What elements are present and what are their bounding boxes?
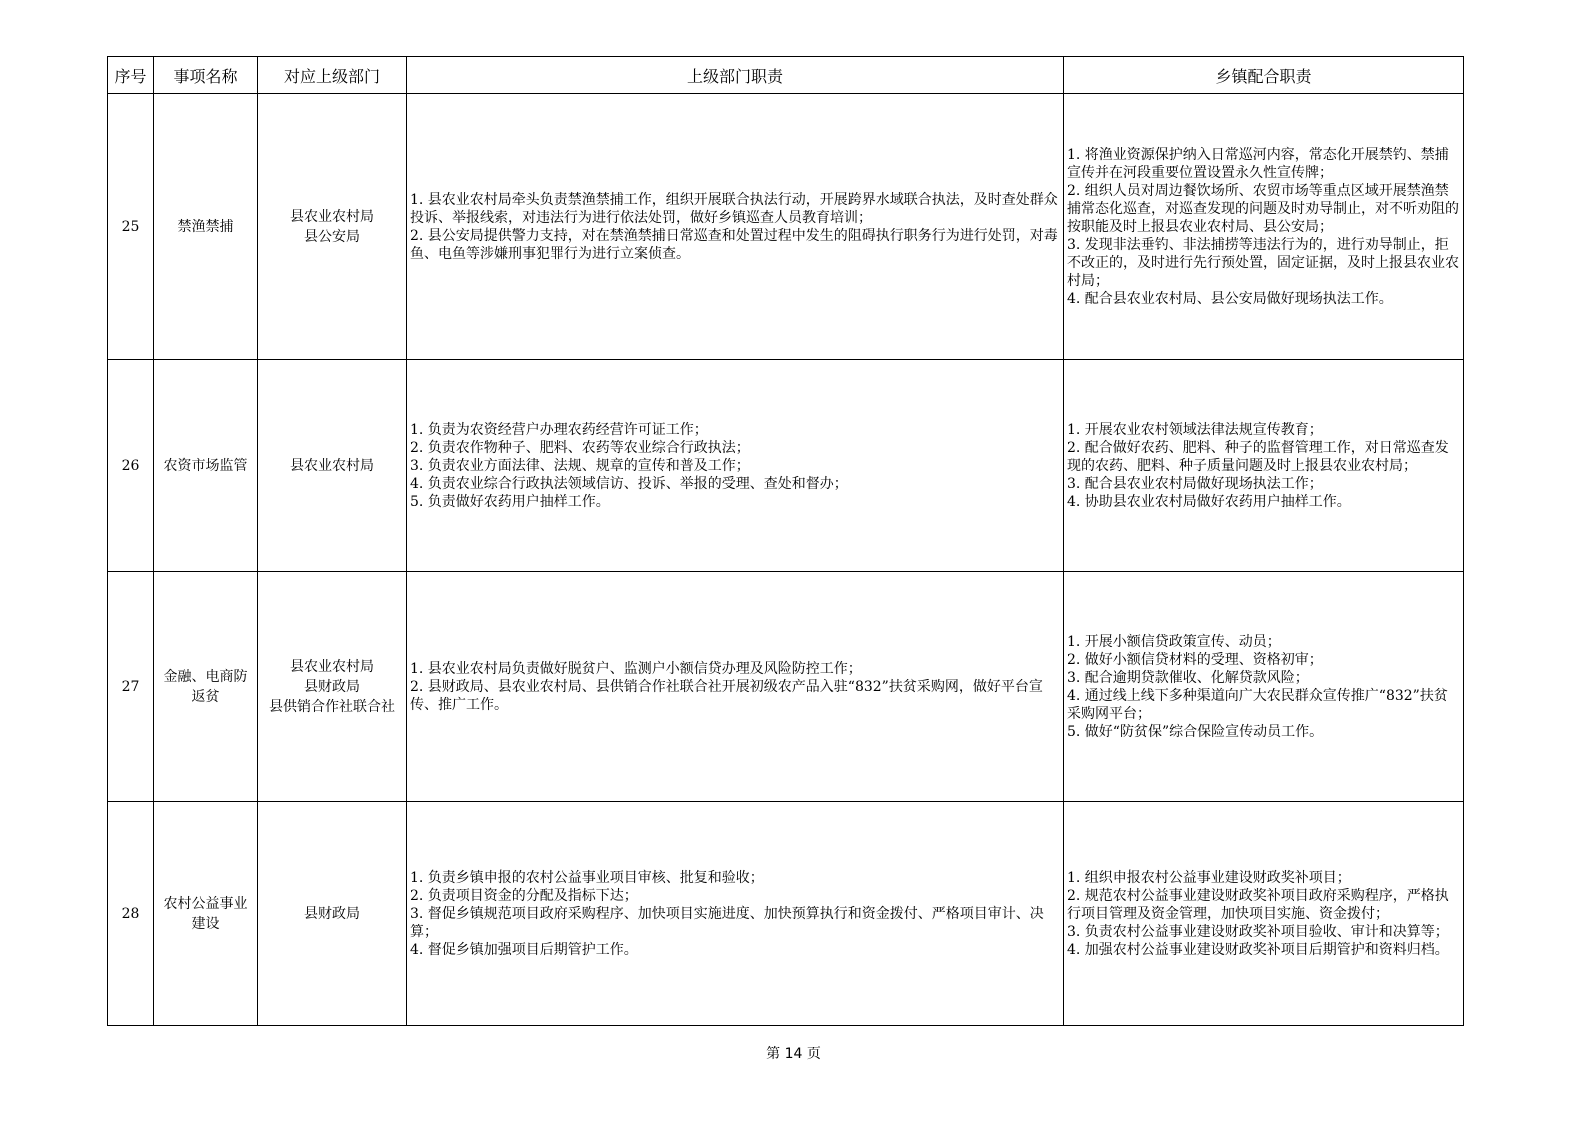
table-row [108, 572, 1464, 802]
header-upper-dept: 对应上级部门 [258, 57, 407, 94]
row-upper-duties: 1. 县农业农村局牵头负责禁渔禁捕工作，组织开展联合执法行动，开展跨界水域联合执法，及时查处群众投诉、举报线索，对违法行为进行依法处罚，做好乡镇巡查人员教育培训； 2. 县公安局提供警力支持，对在禁渔禁捕日常巡查和处置过程中发生的阻碍执行职务行为进行处罚，对毒鱼、电鱼等涉嫌刑事犯罪行为进行立案侦查。 [407, 94, 1064, 360]
row-upper-dept: 县农业农村局 县财政局 县供销合作社联合社 [258, 572, 407, 802]
row-upper-duties: 1. 县农业农村局负责做好脱贫户、监测户小额信贷办理及风险防控工作； 2. 县财政局、县农业农村局、县供销合作社联合社开展初级农产品入驻“832”扶贫采购网，做好平台宣传、推广工作。 [407, 572, 1064, 802]
row-upper-dept: 县农业农村局 [258, 360, 407, 572]
row-town-duties: 1. 开展小额信贷政策宣传、动员； 2. 做好小额信贷材料的受理、资格初审； 3. 配合逾期贷款催收、化解贷款风险； 4. 通过线上线下多种渠道向广大农民群众宣传推广“832”扶贫采购网平台； 5. 做好“防贫保”综合保险宣传动员工作。 [1064, 572, 1464, 802]
row-town-duties: 1. 组织申报农村公益事业建设财政奖补项目； 2. 规范农村公益事业建设财政奖补项目政府采购程序，严格执行项目管理及资金管理，加快项目实施、资金拨付； 3. 负责农村公益事业建设财政奖补项目验收、审计和决算等； 4. 加强农村公益事业建设财政奖补项目后期管护和资料归档。 [1064, 802, 1464, 1026]
table-header-row [108, 57, 1464, 94]
header-upper-duties: 上级部门职责 [407, 57, 1064, 94]
row-upper-dept: 县农业农村局 县公安局 [258, 94, 407, 360]
table-row [108, 94, 1464, 360]
table-row [108, 802, 1464, 1026]
table-row [108, 360, 1464, 572]
row-town-duties: 1. 开展农业农村领域法律法规宣传教育； 2. 配合做好农药、肥料、种子的监督管理工作，对日常巡查发现的农药、肥料、种子质量问题及时上报县农业农村局； 3. 配合县农业农村局做好现场执法工作； 4. 协助县农业农村局做好农药用户抽样工作。 [1064, 360, 1464, 572]
row-item-name: 农资市场监管 [154, 360, 258, 572]
row-town-duties: 1. 将渔业资源保护纳入日常巡河内容，常态化开展禁钓、禁捕宣传并在河段重要位置设置永久性宣传牌； 2. 组织人员对周边餐饮场所、农贸市场等重点区域开展禁渔禁捕常态化巡查，对巡查发现的问题及时劝导制止，对不听劝阻的按职能及时上报县农业农村局、县公安局； 3. 发现非法垂钓、非法捕捞等违法行为的，进行劝导制止，拒不改正的，及时进行先行预处置，固定证据，及时上报县农业农村局； 4. 配合县农业农村局、县公安局做好现场执法工作。 [1064, 94, 1464, 360]
row-no: 28 [108, 802, 154, 1026]
header-town-duties: 乡镇配合职责 [1064, 57, 1464, 94]
page-number: 第 14 页 [766, 1046, 821, 1062]
row-no: 25 [108, 94, 154, 360]
row-item-name: 禁渔禁捕 [154, 94, 258, 360]
responsibility-table [107, 56, 1464, 1026]
row-upper-dept: 县财政局 [258, 802, 407, 1026]
row-upper-duties: 1. 负责为农资经营户办理农药经营许可证工作； 2. 负责农作物种子、肥料、农药等农业综合行政执法； 3. 负责农业方面法律、法规、规章的宣传和普及工作； 4. 负责农业综合行政执法领域信访、投诉、举报的受理、查处和督办； 5. 负责做好农药用户抽样工作。 [407, 360, 1064, 572]
row-no: 26 [108, 360, 154, 572]
header-item-name: 事项名称 [154, 57, 258, 94]
row-item-name: 金融、电商防 返贫 [154, 572, 258, 802]
row-upper-duties: 1. 负责乡镇申报的农村公益事业项目审核、批复和验收； 2. 负责项目资金的分配及指标下达； 3. 督促乡镇规范项目政府采购程序、加快项目实施进度、加快预算执行和资金拨付、严格项目审计、决算； 4. 督促乡镇加强项目后期管护工作。 [407, 802, 1064, 1026]
row-no: 27 [108, 572, 154, 802]
header-no: 序号 [108, 57, 154, 94]
row-item-name: 农村公益事业 建设 [154, 802, 258, 1026]
